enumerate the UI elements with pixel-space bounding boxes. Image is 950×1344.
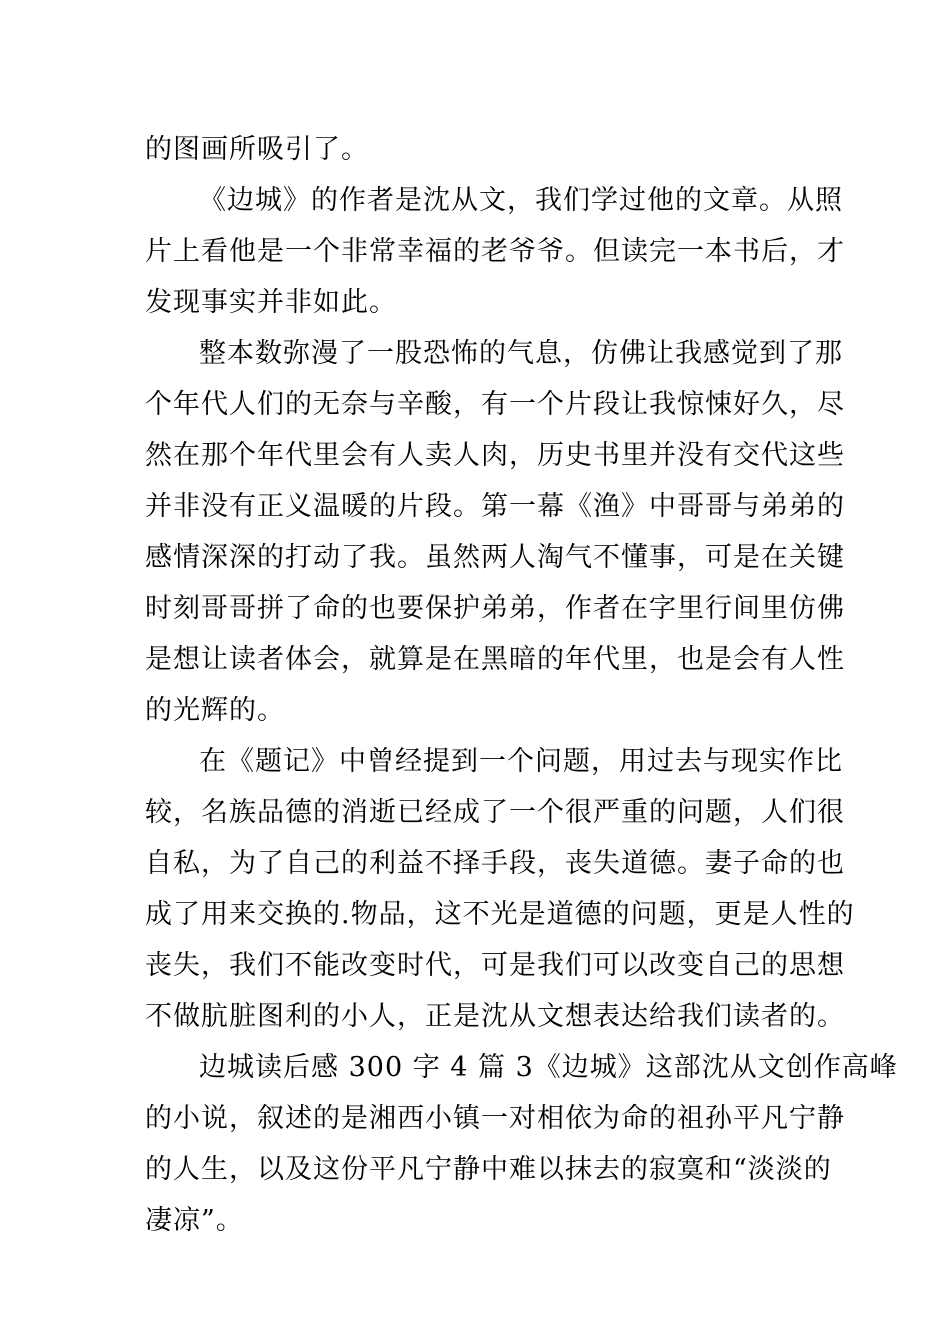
text-line: 《边城》的作者是沈从文，我们学过他的文章。从照 xyxy=(199,185,843,216)
text-line: 丧失，我们不能改变时代，可是我们可以改变自己的思想 xyxy=(145,950,845,981)
text-line: 时刻哥哥拼了命的也要保护弟弟，作者在字里行间里仿佛 xyxy=(145,593,845,624)
text-line: 在《题记》中曾经提到一个问题，用过去与现实作比 xyxy=(199,746,843,777)
text-line: 发现事实并非如此。 xyxy=(145,287,397,318)
text-line: 凄凉”。 xyxy=(145,1205,244,1236)
text-line: 的小说，叙述的是湘西小镇一对相依为命的祖孙平凡宁静 xyxy=(145,1103,845,1134)
text-line: 个年代人们的无奈与辛酸，有一个片段让我惊悚好久，尽 xyxy=(145,389,845,420)
text-line: 的图画所吸引了。 xyxy=(145,134,369,165)
paragraph-4 xyxy=(145,736,855,1042)
document-body xyxy=(145,124,898,1246)
text-line: 整本数弥漫了一股恐怖的气息，仿佛让我感觉到了那 xyxy=(199,338,843,369)
text-line: 自私，为了自己的利益不择手段，丧失道德。妻子命的也 xyxy=(145,848,845,879)
text-line: 的光辉的。 xyxy=(145,695,285,726)
paragraph-3 xyxy=(145,328,845,736)
paragraph-2 xyxy=(145,175,845,328)
text-line: 并非没有正义温暖的片段。第一幕《渔》中哥哥与弟弟的 xyxy=(145,491,845,522)
text-line: 较，名族品德的消逝已经成了一个很严重的问题，人们很 xyxy=(145,797,845,828)
text-line: 感情深深的打动了我。虽然两人淘气不懂事，可是在关键 xyxy=(145,542,845,573)
text-line: 然在那个年代里会有人卖人肉，历史书里并没有交代这些 xyxy=(145,440,845,471)
text-line: 片上看他是一个非常幸福的老爷爷。但读完一本书后，才 xyxy=(145,236,845,267)
text-line: 的人生，以及这份平凡宁静中难以抹去的寂寞和“淡淡的 xyxy=(145,1154,832,1185)
paragraph-5 xyxy=(145,1042,898,1246)
text-line: 成了用来交换的.物品，这不光是道德的问题，更是人性的 xyxy=(145,899,855,930)
text-line: 边城读后感 300 字 4 篇 3《边城》这部沈从文创作高峰 xyxy=(199,1052,898,1083)
paragraph-1 xyxy=(145,124,807,175)
text-line: 不做肮脏图利的小人，正是沈从文想表达给我们读者的。 xyxy=(145,1001,845,1032)
text-line: 是想让读者体会，就算是在黑暗的年代里，也是会有人性 xyxy=(145,644,845,675)
